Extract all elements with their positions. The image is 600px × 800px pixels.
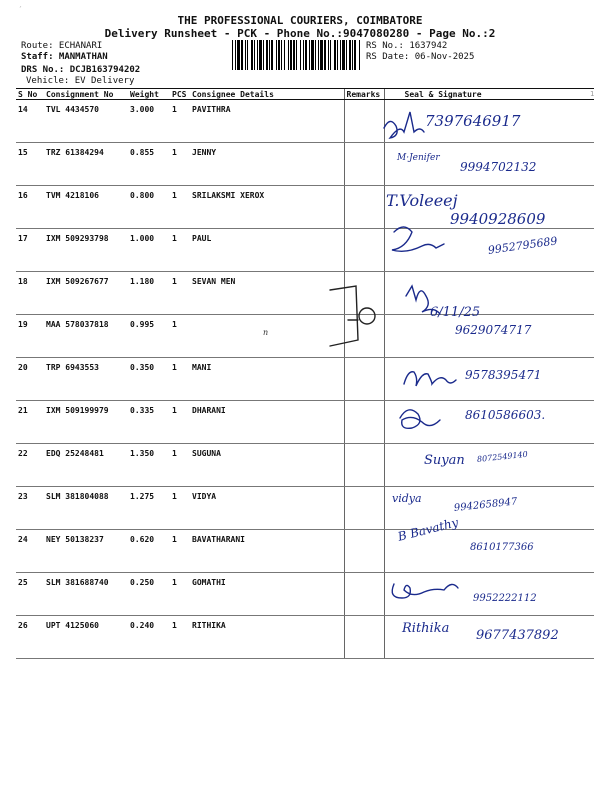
cell-weight: 1.000 bbox=[128, 229, 170, 272]
handwriting-r21: 8610586603. bbox=[465, 408, 546, 422]
cell-weight: 0.250 bbox=[128, 573, 170, 616]
page-subtitle: Delivery Runsheet - PCK - Phone No.:9047080280 - Page No.:2 bbox=[104, 27, 496, 40]
handwriting-r16-name: T.Voleeej bbox=[386, 191, 458, 210]
cell-consignment-no: IXM 509267677 bbox=[44, 272, 128, 315]
cell-sno: 15 bbox=[16, 143, 44, 186]
cell-consignee: DHARANI bbox=[190, 401, 344, 444]
signature-r18 bbox=[406, 286, 440, 314]
signature-r20 bbox=[404, 372, 456, 386]
cell-pcs: 1 bbox=[170, 444, 190, 487]
cell-consignee: SUGUNA bbox=[190, 444, 344, 487]
cell-consignee: JENNY bbox=[190, 143, 344, 186]
cell-consignment-no: IXM 509293798 bbox=[44, 229, 128, 272]
cell-sno: 18 bbox=[16, 272, 44, 315]
bracket-mark bbox=[330, 286, 358, 346]
cell-consignee: VIDYA bbox=[190, 487, 344, 530]
cell-weight: 0.800 bbox=[128, 186, 170, 229]
cell-pcs: 1 bbox=[170, 616, 190, 659]
route-label: Route: ECHANARI bbox=[21, 41, 103, 51]
handwriting-r16-phone: 9940928609 bbox=[450, 210, 546, 228]
rs-number: RS No.: 1637942 bbox=[366, 41, 448, 51]
remark-mark: n bbox=[263, 328, 269, 337]
cell-pcs: 1 bbox=[170, 358, 190, 401]
cell-pcs: 1 bbox=[170, 487, 190, 530]
cell-pcs: 1 bbox=[170, 530, 190, 573]
cell-weight: 0.855 bbox=[128, 143, 170, 186]
cell-weight: 0.335 bbox=[128, 401, 170, 444]
cell-consignee: SRILAKSMI XEROX bbox=[190, 186, 344, 229]
handwriting-r23-name: vidya bbox=[392, 492, 422, 505]
signature-r25 bbox=[392, 584, 458, 598]
handwriting-r22-name: Suyan bbox=[424, 453, 465, 468]
handwriting-r23-phone: 9942658947 bbox=[453, 496, 518, 514]
cell-consignee: PAUL bbox=[190, 229, 344, 272]
cell-weight: 0.995 bbox=[128, 315, 170, 358]
col-header-consignee: Consignee Details bbox=[190, 89, 344, 100]
cell-consignment-no: SLM 381688740 bbox=[44, 573, 128, 616]
handwriting-r14: 7397646917 bbox=[425, 112, 521, 130]
cell-pcs: 1 bbox=[170, 229, 190, 272]
handwriting-r19-date: 6/11/25 bbox=[430, 305, 481, 320]
corner-mark: 1 bbox=[590, 90, 595, 98]
cell-sno: 22 bbox=[16, 444, 44, 487]
col-header-signature: Seal & Signature bbox=[384, 89, 594, 100]
col-header-remarks: Remarks bbox=[344, 89, 384, 100]
handwriting-r20: 9578395471 bbox=[465, 368, 542, 382]
cell-sno: 17 bbox=[16, 229, 44, 272]
drs-label: DRS No.: DCJB163794202 bbox=[21, 65, 141, 75]
cell-pcs: 1 bbox=[170, 100, 190, 143]
circle-mark bbox=[359, 308, 375, 324]
cell-pcs: 1 bbox=[170, 272, 190, 315]
signature-r14 bbox=[384, 112, 424, 138]
handwriting-r26-phone: 9677437892 bbox=[476, 628, 559, 643]
rs-date: RS Date: 06-Nov-2025 bbox=[366, 52, 475, 62]
col-header-sno: S No bbox=[16, 89, 44, 100]
cell-pcs: 1 bbox=[170, 573, 190, 616]
cell-sno: 23 bbox=[16, 487, 44, 530]
cell-consignment-no: NEY 50138237 bbox=[44, 530, 128, 573]
cell-consignee: RITHIKA bbox=[190, 616, 344, 659]
cell-weight: 0.350 bbox=[128, 358, 170, 401]
cell-consignee: PAVITHRA bbox=[190, 100, 344, 143]
cell-consignment-no: EDQ 25248481 bbox=[44, 444, 128, 487]
cell-sno: 19 bbox=[16, 315, 44, 358]
col-header-weight: Weight bbox=[128, 89, 170, 100]
col-header-pcs: PCS bbox=[170, 89, 190, 100]
handwriting-r25-phone: 9952222112 bbox=[473, 593, 537, 604]
staff-label: Staff: MANMATHAN bbox=[21, 52, 108, 62]
cell-consignment-no: TVM 4218106 bbox=[44, 186, 128, 229]
cell-sno: 16 bbox=[16, 186, 44, 229]
corner-tick: ´ bbox=[18, 6, 23, 14]
handwriting-r22-phone: 8072549140 bbox=[476, 449, 529, 464]
cell-sno: 24 bbox=[16, 530, 44, 573]
cell-pcs: 1 bbox=[170, 401, 190, 444]
handwriting-r17: 9952795689 bbox=[487, 234, 559, 257]
col-header-consignment: Consignment No bbox=[44, 89, 128, 100]
cell-consignee: SEVAN MEN bbox=[190, 272, 344, 315]
cell-consignment-no: UPT 4125060 bbox=[44, 616, 128, 659]
cell-weight: 1.275 bbox=[128, 487, 170, 530]
cell-consignee: MANI bbox=[190, 358, 344, 401]
cell-consignee: BAVATHARANI bbox=[190, 530, 344, 573]
vehicle-label: Vehicle: EV Delivery bbox=[26, 76, 135, 86]
cell-consignee: GOMATHI bbox=[190, 573, 344, 616]
signature-r17 bbox=[392, 227, 444, 251]
cell-consignment-no: TRP 6943553 bbox=[44, 358, 128, 401]
cell-weight: 1.350 bbox=[128, 444, 170, 487]
cell-sno: 14 bbox=[16, 100, 44, 143]
cell-weight: 1.180 bbox=[128, 272, 170, 315]
page-title: THE PROFESSIONAL COURIERS, COIMBATORE bbox=[177, 14, 423, 27]
handwriting-r19-phone: 9629074717 bbox=[455, 323, 532, 337]
cell-consignment-no: TVL 4434570 bbox=[44, 100, 128, 143]
handwriting-r15-name: M·Jenifer bbox=[397, 153, 440, 163]
cell-sno: 20 bbox=[16, 358, 44, 401]
signature-r21 bbox=[400, 410, 440, 429]
cell-pcs: 1 bbox=[170, 186, 190, 229]
cell-consignment-no: MAA 578037818 bbox=[44, 315, 128, 358]
cell-weight: 0.620 bbox=[128, 530, 170, 573]
cell-consignment-no: IXM 509199979 bbox=[44, 401, 128, 444]
cell-pcs: 1 bbox=[170, 143, 190, 186]
handwriting-r24-phone: 8610177366 bbox=[470, 542, 534, 553]
handwriting-r24-name: B Bavathy bbox=[396, 515, 460, 544]
cell-sno: 26 bbox=[16, 616, 44, 659]
cell-weight: 3.000 bbox=[128, 100, 170, 143]
cell-sno: 21 bbox=[16, 401, 44, 444]
cell-weight: 0.240 bbox=[128, 616, 170, 659]
cell-sno: 25 bbox=[16, 573, 44, 616]
handwriting-r26-name: Rithika bbox=[402, 621, 450, 636]
cell-pcs: 1 bbox=[170, 315, 190, 358]
cell-consignment-no: TRZ 61384294 bbox=[44, 143, 128, 186]
handwriting-r15-phone: 9994702132 bbox=[460, 160, 537, 174]
cell-consignment-no: SLM 381804088 bbox=[44, 487, 128, 530]
